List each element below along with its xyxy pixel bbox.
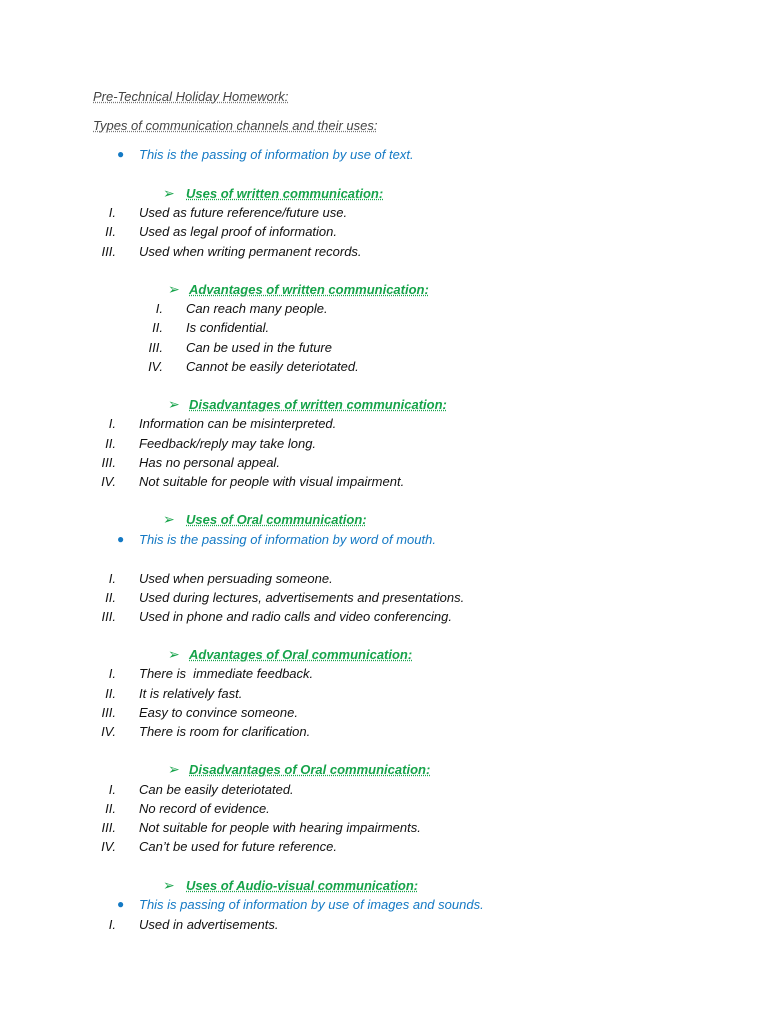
list-number: II. bbox=[105, 801, 116, 816]
list-item: Used when writing permanent records. bbox=[139, 244, 362, 259]
list-item: Not suitable for people with hearing impairments. bbox=[139, 820, 421, 835]
list-number: II. bbox=[105, 590, 116, 605]
arrow-bullet-icon: ➢ bbox=[163, 511, 175, 527]
list-item: It is relatively fast. bbox=[139, 686, 243, 701]
page-subtitle: Types of communication channels and their uses: bbox=[93, 118, 378, 133]
list-item: Used as future reference/future use. bbox=[139, 205, 348, 220]
arrow-bullet-icon: ➢ bbox=[168, 646, 180, 662]
list-item: No record of evidence. bbox=[139, 801, 270, 816]
audio-visual-uses-heading: Uses of Audio-visual communication: bbox=[186, 878, 419, 893]
list-item: There is immediate feedback. bbox=[139, 666, 314, 681]
list-number: I. bbox=[108, 571, 116, 586]
list-item: Not suitable for people with visual impairment. bbox=[139, 474, 405, 489]
list-item: Feedback/reply may take long. bbox=[139, 436, 317, 451]
list-item: Used in phone and radio calls and video conferencing. bbox=[139, 609, 452, 624]
list-number: III. bbox=[101, 820, 116, 835]
written-adv-heading: Advantages of written communication: bbox=[189, 282, 429, 297]
list-item: Information can be misinterpreted. bbox=[139, 416, 337, 431]
list-number: IV. bbox=[101, 724, 116, 739]
list-number: II. bbox=[152, 320, 163, 335]
list-item: Used when persuading someone. bbox=[139, 571, 333, 586]
page-title: Pre-Technical Holiday Homework: bbox=[93, 89, 289, 104]
list-number: III. bbox=[148, 340, 163, 355]
list-number: IV. bbox=[148, 359, 163, 374]
list-number: I. bbox=[108, 666, 116, 681]
written-disadv-heading: Disadvantages of written communication: bbox=[189, 397, 447, 412]
arrow-bullet-icon: ➢ bbox=[163, 185, 175, 201]
list-item: There is room for clarification. bbox=[139, 724, 311, 739]
list-number: III. bbox=[101, 244, 116, 259]
list-item: Easy to convince someone. bbox=[139, 705, 298, 720]
list-number: III. bbox=[101, 609, 116, 624]
list-number: III. bbox=[101, 705, 116, 720]
audio-visual-definition: This is passing of information by use of images and sounds. bbox=[139, 897, 484, 912]
list-number: IV. bbox=[101, 474, 116, 489]
list-number: I. bbox=[155, 301, 163, 316]
list-number: II. bbox=[105, 224, 116, 239]
list-item: Can reach many people. bbox=[186, 301, 328, 316]
list-item: Can be easily deteriotated. bbox=[139, 782, 294, 797]
list-number: IV. bbox=[101, 839, 116, 854]
written-definition: This is the passing of information by use of text. bbox=[139, 147, 414, 162]
list-item: Used during lectures, advertisements and presentations. bbox=[139, 590, 465, 605]
bullet-dot-icon: ● bbox=[117, 147, 125, 161]
oral-adv-heading: Advantages of Oral communication: bbox=[189, 647, 413, 662]
list-number: II. bbox=[105, 686, 116, 701]
oral-definition: This is the passing of information by word of mouth. bbox=[139, 532, 436, 547]
list-item: Is confidential. bbox=[186, 320, 270, 335]
arrow-bullet-icon: ➢ bbox=[168, 281, 180, 297]
list-item: Cannot be easily deteriotated. bbox=[186, 359, 359, 374]
list-item: Can be used in the future bbox=[186, 340, 332, 355]
list-item: Used as legal proof of information. bbox=[139, 224, 337, 239]
written-uses-heading: Uses of written communication: bbox=[186, 186, 384, 201]
oral-uses-heading: Uses of Oral communication: bbox=[186, 512, 367, 527]
list-item: Has no personal appeal. bbox=[139, 455, 280, 470]
list-number: I. bbox=[108, 205, 116, 220]
list-number: I. bbox=[108, 416, 116, 431]
bullet-dot-icon: ● bbox=[117, 897, 125, 911]
list-number: I. bbox=[108, 782, 116, 797]
bullet-dot-icon: ● bbox=[117, 532, 125, 546]
arrow-bullet-icon: ➢ bbox=[168, 396, 180, 412]
arrow-bullet-icon: ➢ bbox=[168, 761, 180, 777]
list-item: Can’t be used for future reference. bbox=[139, 839, 338, 854]
list-item: Used in advertisements. bbox=[139, 917, 279, 932]
arrow-bullet-icon: ➢ bbox=[163, 877, 175, 893]
list-number: II. bbox=[105, 436, 116, 451]
list-number: III. bbox=[101, 455, 116, 470]
oral-disadv-heading: Disadvantages of Oral communication: bbox=[189, 762, 431, 777]
list-number: I. bbox=[108, 917, 116, 932]
